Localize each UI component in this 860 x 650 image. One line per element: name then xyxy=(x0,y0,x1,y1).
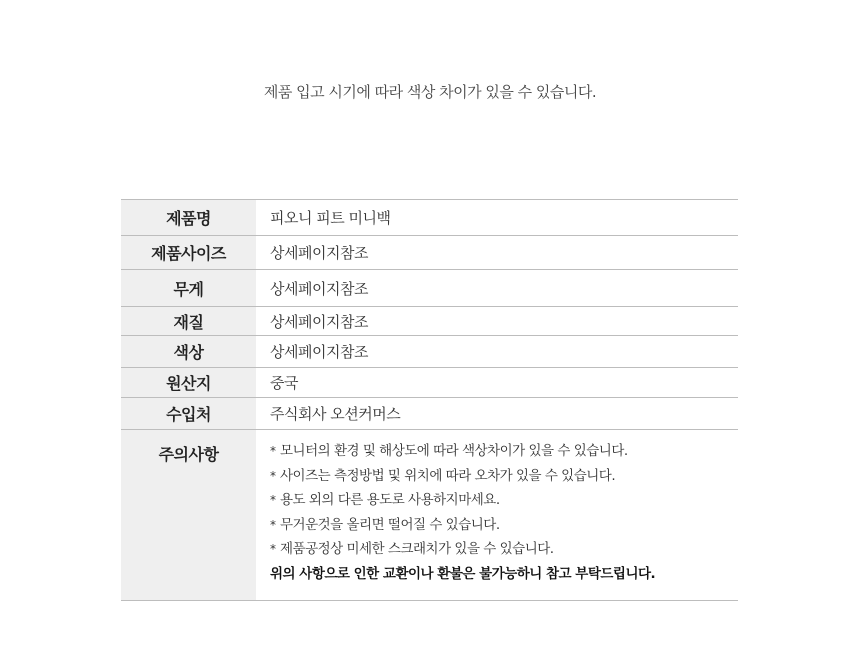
caution-text: 제품공정상 미세한 스크래치가 있을 수 있습니다. xyxy=(280,541,554,557)
asterisk-icon: * xyxy=(270,444,276,458)
spec-value: 중국 xyxy=(256,368,738,398)
color-notice: 제품 입고 시기에 따라 색상 차이가 있을 수 있습니다. xyxy=(263,83,597,101)
spec-value: 상세페이지참조 xyxy=(256,307,738,336)
cautions-label: 주의사항 xyxy=(121,430,256,601)
spec-label: 수입처 xyxy=(121,398,256,430)
spec-row-product-name xyxy=(121,200,738,236)
spec-label: 제품명 xyxy=(121,200,256,236)
spec-row-origin xyxy=(121,368,738,398)
asterisk-icon: * xyxy=(270,517,276,532)
spec-row-color xyxy=(121,336,738,368)
spec-row-weight xyxy=(121,270,738,307)
product-spec-table xyxy=(121,199,738,601)
caution-item xyxy=(270,488,738,513)
spec-value: 상세페이지참조 xyxy=(256,236,738,270)
spec-label: 색상 xyxy=(121,336,256,368)
caution-item xyxy=(270,537,738,562)
spec-value: 주식회사 오션커머스 xyxy=(256,398,738,430)
spec-label: 제품사이즈 xyxy=(121,236,256,270)
spec-row-cautions xyxy=(121,430,738,601)
spec-label: 재질 xyxy=(121,307,256,336)
asterisk-icon: * xyxy=(270,468,276,483)
cautions-list xyxy=(256,430,738,601)
spec-row-importer xyxy=(121,398,738,430)
spec-row-product-size xyxy=(121,236,738,270)
spec-value: 피오니 피트 미니백 xyxy=(256,200,738,236)
asterisk-icon: * xyxy=(270,542,276,556)
spec-label: 무게 xyxy=(121,270,256,307)
caution-text: 모니터의 환경 및 해상도에 따라 색상차이가 있을 수 있습니다. xyxy=(280,443,628,459)
refund-policy-notice: 위의 사항으로 인한 교환이나 환불은 불가능하니 참고 부탁드립니다. xyxy=(270,565,656,582)
spec-value: 상세페이지참조 xyxy=(256,336,738,368)
caution-text: 용도 외의 다른 용도로 사용하지마세요. xyxy=(280,492,500,508)
caution-item xyxy=(270,513,738,538)
spec-label: 원산지 xyxy=(121,368,256,398)
spec-row-material xyxy=(121,307,738,336)
caution-item xyxy=(270,439,738,464)
asterisk-icon: * xyxy=(270,493,276,507)
caution-text: 무거운것을 올리면 떨어질 수 있습니다. xyxy=(280,516,500,533)
caution-text: 사이즈는 측정방법 및 위치에 따라 오차가 있을 수 있습니다. xyxy=(280,467,616,484)
caution-item xyxy=(270,464,738,489)
spec-value: 상세페이지참조 xyxy=(256,270,738,307)
